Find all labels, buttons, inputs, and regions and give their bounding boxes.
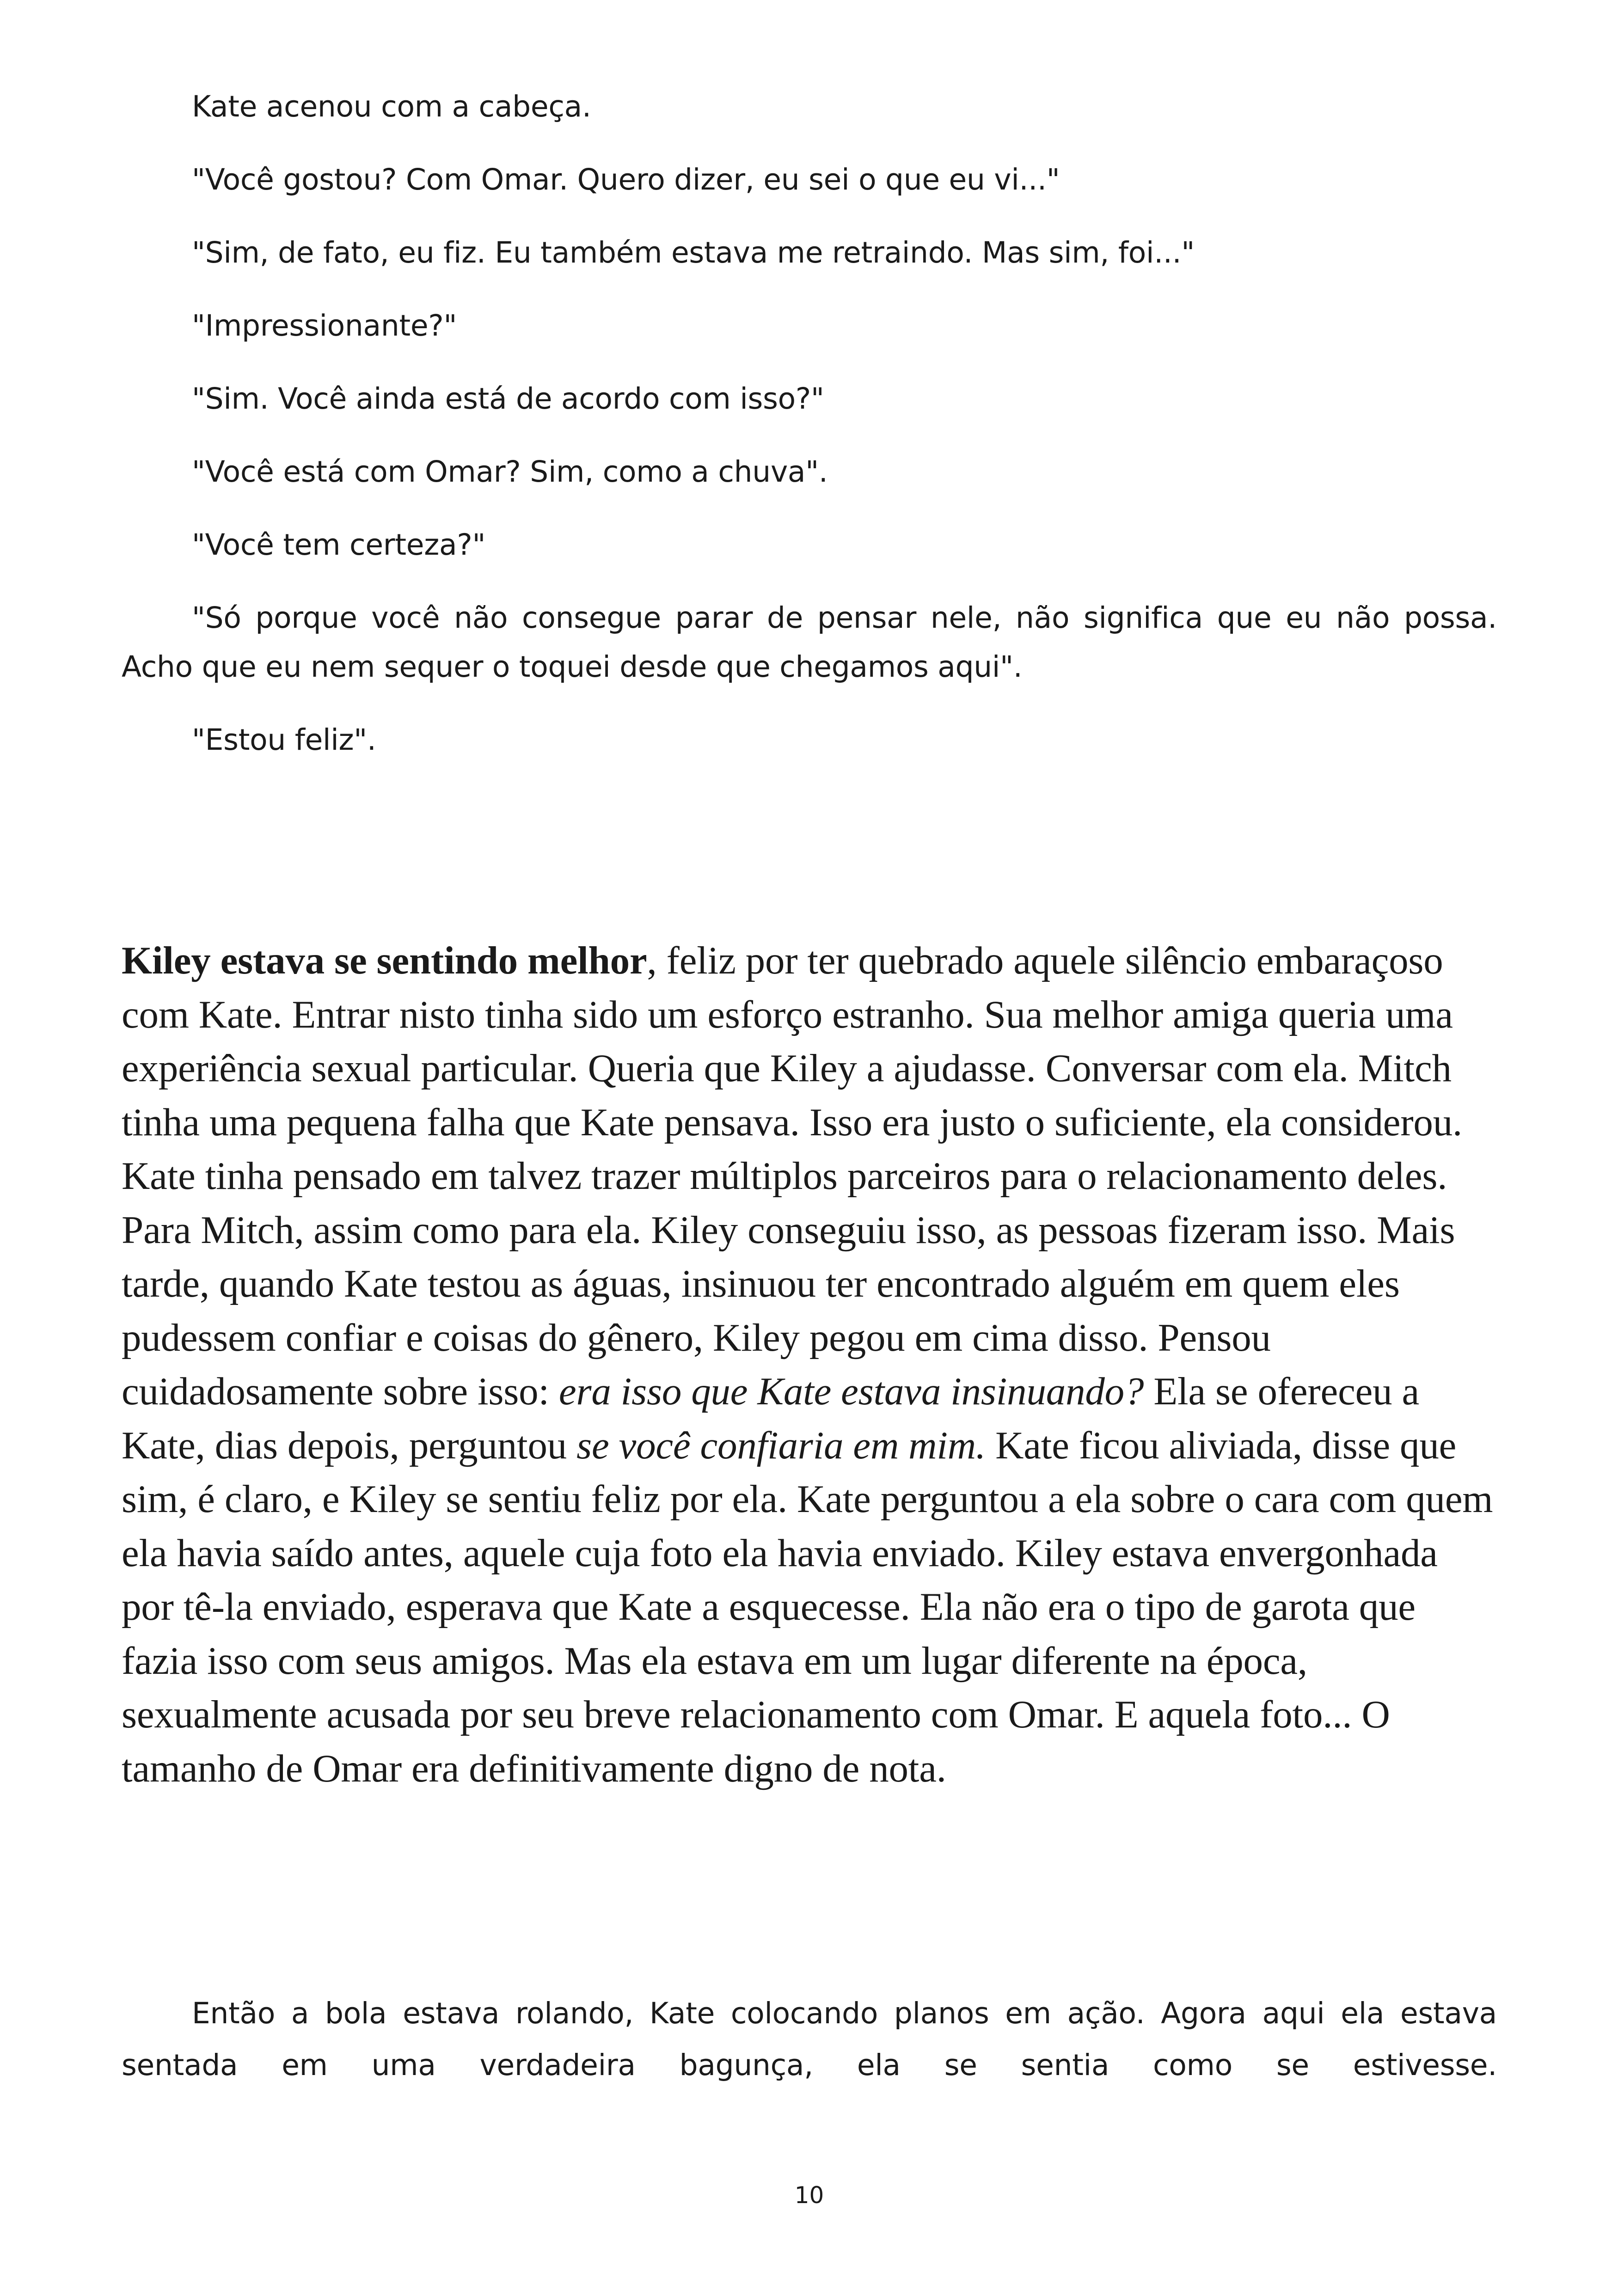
section-text: , feliz por ter quebrado aquele silêncio embaraçoso com Kate. Entrar nisto tinha sido um esforço estranho. Sua melhor amiga queria uma experiência sexual particular. Queria que Kiley a ajudasse. Conversar com ela. Mitch tinha uma pequena falha que Kate pensava. Isso era justo o suficiente, ela considerou. Kate tinha pensado em talvez trazer múltiplos parceiros para o relacionamento deles. Para Mitch, assim como para ela. Kiley conseguiu isso, as pessoas fizeram isso. Mais tarde, quando Kate testou as águas, insinuou ter encontrado alguém em quem eles pudessem confiar e coisas do gênero, Kiley pegou em cima disso. Pensou cuidadosamente sobre isso: — [122, 939, 1463, 1413]
dialogue-block — [122, 82, 1497, 789]
dialogue-line: "Só porque você não consegue parar de pensar nele, não significa que eu não possa. Acho que eu nem sequer o toquei desde que chegamos aqui". — [122, 601, 1497, 684]
dialogue-line: "Você gostou? Com Omar. Quero dizer, eu sei o que eu vi..." — [192, 163, 1060, 196]
section-italic: era isso que Kate estava insinuando? — [558, 1370, 1144, 1413]
dialogue-line: "Estou feliz". — [192, 723, 376, 757]
section-text: Kate ficou aliviada, disse que sim, é claro, e Kiley se sentiu feliz por ela. Kate perguntou a ela sobre o cara com quem ela havia saído antes, aquele cuja foto ela havia enviado. Kiley estava envergonhada por tê-la enviado, esperava que Kate a esquecesse. Ela não era o tipo de garota que fazia isso com seus amigos. Mas ela estava em um lugar diferente na época, sexualmente acusada por seu breve relacionamento com Omar. E aquela foto... O tamanho de Omar era definitivamente digno de nota. — [122, 1423, 1493, 1790]
section-italic: se você confiaria em mim. — [576, 1423, 986, 1467]
dialogue-line: "Impressionante?" — [192, 309, 457, 343]
dialogue-line: "Sim. Você ainda está de acordo com isso?" — [192, 382, 824, 416]
dialogue-line: "Sim, de fato, eu fiz. Eu também estava me retraindo. Mas sim, foi..." — [192, 236, 1195, 269]
dialogue-line: Kate acenou com a cabeça. — [192, 90, 591, 123]
section-lead-bold: Kiley estava se sentindo melhor — [122, 939, 647, 982]
section-text: Ela se ofereceu a Kate, dias depois, perguntou — [122, 1370, 1419, 1467]
dialogue-line: "Você está com Omar? Sim, como a chuva". — [192, 455, 828, 489]
page-number: 10 — [794, 2182, 824, 2209]
document-page — [122, 0, 1497, 2296]
section-paragraph — [122, 934, 1497, 1795]
final-paragraph-block — [122, 1988, 1497, 2091]
dialogue-line: "Você tem certeza?" — [192, 528, 486, 562]
final-paragraph: Então a bola estava rolando, Kate colocando planos em ação. Agora aqui ela estava sentada em uma verdadeira bagunça, ela se sentia como se estivesse. — [122, 1996, 1497, 2082]
